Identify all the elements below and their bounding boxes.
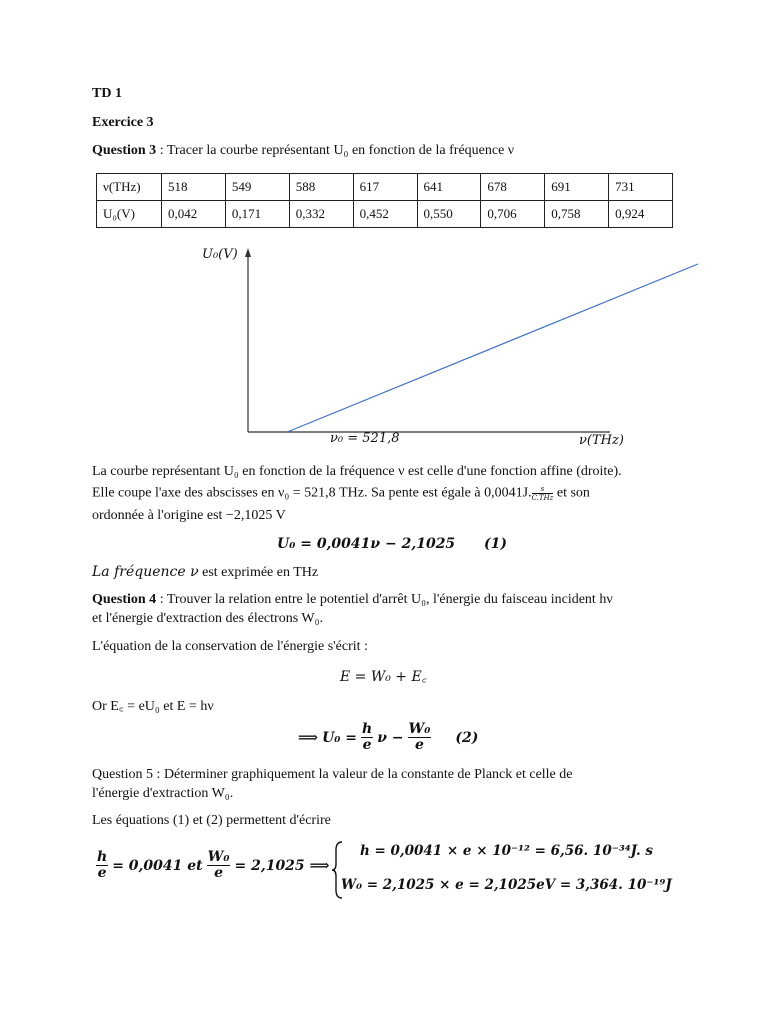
table-cell: 588 [289,174,353,201]
table-cell: 691 [545,174,609,201]
fraction-numerator: h [362,721,373,737]
fraction-denominator: e [97,865,107,881]
question-4 [92,592,613,608]
unit-fraction-numerator: s [532,485,554,494]
conservation-intro: L'équation de la conservation de l'énergie s'écrit : [92,639,368,654]
fraction-numerator: W₀ [207,849,230,865]
paragraph-line-3: ordonnée à l'origine est −2,1025 V [92,508,286,523]
relations-line: Or E꜀ = eU₀ et E = hν [92,699,214,714]
fraction-numerator: W₀ [408,721,431,737]
fraction-numerator: h [97,849,108,865]
fraction-h-over-e [96,850,108,881]
fraction-denominator: e [214,865,224,881]
question-3-label: Question 3 [92,143,157,158]
question-4-line-2: et l'énergie d'extraction des électrons W₀. [92,611,323,626]
frequency-note [92,564,318,581]
equation-1 [277,536,507,552]
table-cell: 678 [481,174,545,201]
implies-arrow-icon: ⟹ [298,729,319,746]
y-axis-arrow-icon [245,248,251,257]
table-cell: U₀(V) [97,201,162,228]
frequency-note-italic: La fréquence ν [92,564,199,580]
question-4-text: : Trouver la relation entre le potentiel d'arrêt U₀, l'énergie du faisceau incident hν [156,592,613,607]
paragraph-line-1: La courbe représentant U₀ en fonction de la fréquence ν est celle d'une fonction affine (droite). [92,464,622,479]
result-h: h = 0,0041 × e × 10⁻¹² = 6,56. 10⁻³⁴J. s [360,843,654,859]
final-equation-b: = 2,1025 ⟹ [234,857,330,874]
final-equation-a: = 0,0041 et [112,857,203,874]
equation-2-lhs: U₀ = [322,729,358,746]
question-5-line-1: Question 5 : Déterminer graphiquement la valeur de la constante de Planck et celle de [92,767,573,782]
question-5-line-2: l'énergie d'extraction W₀. [92,786,234,801]
final-equation-left [96,850,330,881]
table-cell: 0,332 [289,201,353,228]
table-cell: 549 [225,174,289,201]
fraction-h-over-e [361,722,373,753]
question-3-text: : Tracer la courbe représentant U₀ en fonction de la fréquence ν [156,143,515,158]
table-cell: ν(THz) [97,174,162,201]
x-axis-label: ν(THz) [579,433,624,448]
series-line [287,264,698,432]
table-cell: 617 [353,174,417,201]
equation-1-text: U₀ = 0,0041ν − 2,1025 [277,536,456,552]
unit-fraction-denominator: C.THz [531,494,554,502]
x-intercept-label: ν₀ = 521,8 [330,431,400,446]
td-title: TD 1 [92,86,122,101]
table-cell: 0,550 [417,201,481,228]
equation-2 [298,722,478,753]
table-cell: 0,042 [162,201,226,228]
paragraph-line-2-end: et son [553,485,590,501]
exercise-title: Exercice 3 [92,115,154,130]
paragraph-line-2-text: Elle coupe l'axe des abscisses en ν₀ = 521,8 THz. Sa pente est égale à 0,0041J. [92,485,532,501]
conservation-equation: E = W₀ + E꜀ [340,669,427,685]
y-axis-label: U₀(V) [202,247,238,262]
table-cell: 731 [609,174,673,201]
frequency-note-text: est exprimée en THz [198,565,319,580]
fraction-denominator: e [362,737,372,753]
unit-fraction [532,485,554,502]
fraction-w0-over-e [207,850,231,881]
fraction-w0-over-e [408,722,432,753]
equation-2-nu: ν − [377,729,404,746]
paragraph-line-2 [92,485,590,502]
table-cell: 0,452 [353,201,417,228]
fraction-denominator: e [415,737,424,753]
table-cell: 0,924 [609,201,673,228]
table-cell: 0,171 [225,201,289,228]
result-w0: W₀ = 2,1025 × e = 2,1025eV = 3,364. 10⁻¹⁹J [341,877,672,893]
table-cell: 641 [417,174,481,201]
table-cell: 518 [162,174,226,201]
table-cell: 0,706 [481,201,545,228]
question-4-label: Question 4 [92,592,157,607]
final-intro: Les équations (1) et (2) permettent d'écrire [92,813,331,828]
equation-2-tag: (2) [455,729,479,746]
equation-1-tag: (1) [484,536,508,552]
graph-u0-vs-frequency [0,0,768,470]
table-cell: 0,758 [545,201,609,228]
